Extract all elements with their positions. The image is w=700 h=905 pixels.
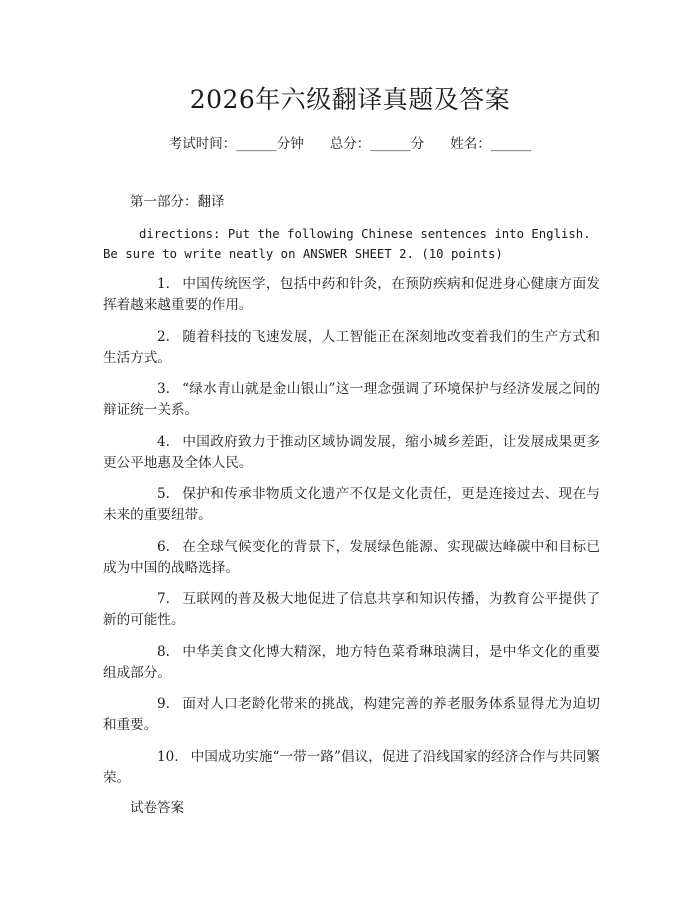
exam-info-row [0, 132, 700, 152]
question-item [103, 484, 600, 526]
question-text: 随着科技的飞速发展，人工智能正在深刻地改变着我们的生产方式和生活方式。 [103, 328, 600, 366]
question-list [103, 274, 600, 799]
time-label: 考试时间： [168, 136, 237, 152]
time-unit: 分钟 [276, 136, 304, 152]
question-item [103, 589, 600, 631]
question-item [103, 537, 600, 579]
question-item [103, 327, 600, 369]
score-blank: ______ [370, 136, 411, 152]
question-text: 中国成功实施“一带一路”倡议，促进了沿线国家的经济合作与共同繁荣。 [103, 748, 600, 786]
question-number: 2. [157, 328, 170, 345]
score-label: 总分： [329, 136, 371, 152]
question-number: 4. [157, 433, 170, 450]
section-title: 第一部分：翻译 [130, 194, 225, 210]
question-item [103, 747, 600, 789]
question-number: 9. [157, 696, 170, 712]
score-unit: 分 [410, 136, 425, 152]
question-text: 中华美食文化博大精深，地方特色菜肴琳琅满目，是中华文化的重要组成部分。 [103, 643, 600, 681]
question-item [103, 274, 600, 316]
page-title: 2026年六级翻译真题及答案 [189, 85, 511, 114]
question-text: 中国政府致力于推动区域协调发展，缩小城乡差距，让发展成果更多更公平地惠及全体人民。 [103, 433, 600, 471]
question-number: 6. [157, 538, 170, 555]
question-number: 3. [157, 381, 170, 397]
answer-section-title: 试卷答案 [130, 800, 184, 816]
question-text: 中国传统医学，包括中药和针灸，在预防疾病和促进身心健康方面发挥着越来越重要的作用。 [103, 276, 600, 313]
question-item [103, 379, 600, 421]
time-blank: ______ [236, 136, 277, 152]
name-label: 姓名： [450, 136, 491, 152]
question-text: “绿水青山就是金山银山”这一理念强调了环境保护与经济发展之间的辩证统一关系。 [103, 381, 600, 418]
question-number: 7. [157, 591, 170, 607]
question-number: 8. [157, 643, 170, 660]
question-number: 5. [157, 486, 170, 502]
question-text: 互联网的普及极大地促进了信息共享和知识传播，为教育公平提供了新的可能性。 [103, 591, 600, 628]
question-item [103, 694, 600, 736]
question-text: 在全球气候变化的背景下，发展绿色能源、实现碳达峰碳中和目标已成为中国的战略选择。 [103, 538, 600, 576]
name-blank: ______ [490, 136, 532, 152]
question-text: 面对人口老龄化带来的挑战，构建完善的养老服务体系显得尤为迫切和重要。 [103, 696, 600, 733]
question-item [103, 432, 600, 474]
directions-text: directions: Put the following Chinese sentences into English. Be sure to write neatly on ANSWER SHEET 2. (10 points) [103, 227, 591, 261]
question-text: 保护和传承非物质文化遗产不仅是文化责任，更是连接过去、现在与未来的重要纽带。 [103, 486, 600, 523]
question-number: 1. [157, 276, 170, 292]
question-number: 10. [157, 748, 179, 765]
question-item [103, 642, 600, 684]
